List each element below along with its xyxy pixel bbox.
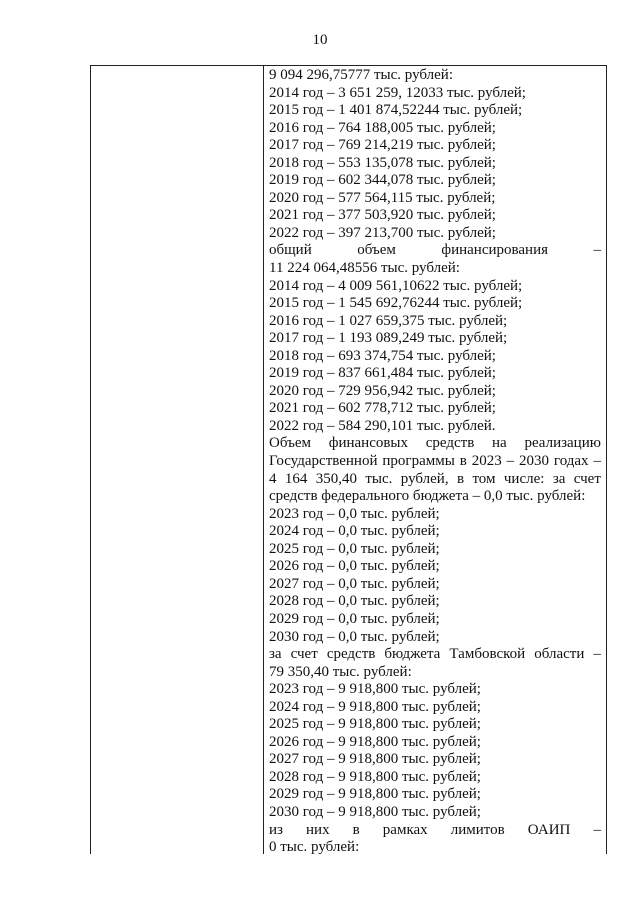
text-line: 2023 год – 9 918,800 тыс. рублей; [269,681,481,698]
text-line: 2014 год – 4 009 561,10622 тыс. рублей; [269,277,523,294]
text-line: 2014 год – 3 651 259, 12033 тыс. рублей; [269,84,526,101]
text-line: 2020 год – 577 564,115 тыс. рублей; [269,189,496,206]
text-line: 9 094 296,75777 тыс. рублей: [269,67,453,83]
page-number: 10 [312,32,328,48]
text-line: 2021 год – 602 778,712 тыс. рублей; [269,400,496,417]
text-line: 2025 год – 9 918,800 тыс. рублей; [269,716,481,733]
text-line: 0 тыс. рублей: [269,839,360,856]
text-line: 2028 год – 9 918,800 тыс. рублей; [269,768,481,785]
text-line: 2027 год – 9 918,800 тыс. рублей; [269,751,481,768]
text-line: 2030 год – 9 918,800 тыс. рублей; [269,803,481,820]
paragraph-2023-line: Объем финансовых средств на реализацию [269,435,601,452]
text-line: 2025 год – 0,0 тыс. рублей; [269,540,440,557]
text-line: 2018 год – 553 135,078 тыс. рублей; [269,154,496,171]
text-line: 2029 год – 0,0 тыс. рублей; [269,610,440,627]
paragraph-2023-line: 4 164 350,40 тыс. рублей, в том числе: за счет [269,470,601,487]
text-line: средств федерального бюджета – 0,0 тыс. рублей: [269,488,586,505]
text-line: 2019 год – 837 661,484 тыс. рублей; [269,365,496,382]
regional-heading-line: за счет средств бюджета Тамбовской области – [269,646,601,663]
text-line: 2028 год – 0,0 тыс. рублей; [269,593,440,610]
text-line: 2029 год – 9 918,800 тыс. рублей; [269,786,481,803]
text-line: 2022 год – 584 290,101 тыс. рублей. [269,417,496,434]
text-line: 2017 год – 769 214,219 тыс. рублей; [269,137,496,154]
text-line: 2024 год – 9 918,800 тыс. рублей; [269,698,481,715]
text-line: 2026 год – 0,0 тыс. рублей; [269,558,440,575]
text-line: 2016 год – 764 188,005 тыс. рублей; [269,119,496,136]
text-line: 2016 год – 1 027 659,375 тыс. рублей; [269,312,508,329]
text-line: 2019 год – 602 344,078 тыс. рублей; [269,172,496,189]
text-line: 2022 год – 397 213,700 тыс. рублей; [269,224,496,241]
text-line: 2023 год – 0,0 тыс. рублей; [269,505,440,522]
funding-table [90,65,607,854]
text-line: 2021 год – 377 503,920 тыс. рублей; [269,207,496,224]
text-line: 2026 год – 9 918,800 тыс. рублей; [269,733,481,750]
oaip-heading-line: из них в рамках лимитов ОАИП – [269,821,601,838]
text-line: 2024 год – 0,0 тыс. рублей; [269,523,440,540]
text-line: 2027 год – 0,0 тыс. рублей; [269,575,440,592]
text-line: 2017 год – 1 193 089,249 тыс. рублей; [269,330,508,347]
text-line: 11 224 064,48556 тыс. рублей: [269,260,460,277]
text-line: 2030 год – 0,0 тыс. рублей; [269,628,440,645]
text-line: 2018 год – 693 374,754 тыс. рублей; [269,347,496,364]
text-line: 2015 год – 1 545 692,76244 тыс. рублей; [269,295,523,312]
text-line: 2020 год – 729 956,942 тыс. рублей; [269,382,496,399]
funding-text-cell [269,67,601,857]
total-heading-line: общий объем финансирования – [269,242,601,259]
text-line: 79 350,40 тыс. рублей: [269,663,412,680]
text-line: 2015 год – 1 401 874,52244 тыс. рублей; [269,102,523,119]
paragraph-2023-line: Государственной программы в 2023 – 2030 годах – [269,453,601,470]
column-divider [263,66,264,854]
